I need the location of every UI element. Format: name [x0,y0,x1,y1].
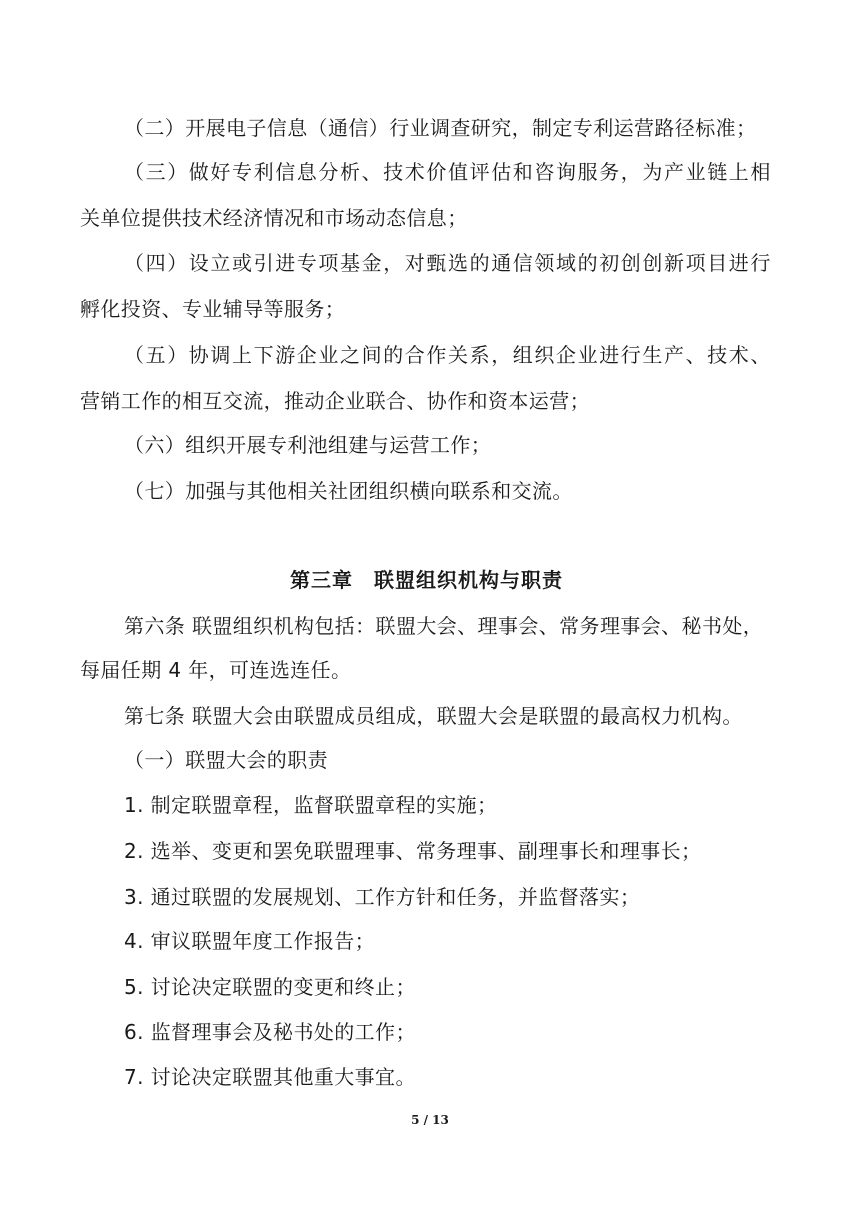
text-line: 4. 审议联盟年度工作报告； [124,929,376,953]
text-line: 营销工作的相互交流，推动企业联合、协作和资本运营； [80,389,590,413]
text-line: （三）做好专利信息分析、技术价值评估和咨询服务，为产业链上相 [124,160,772,184]
chapter-title: 第三章 联盟组织机构与职责 [290,568,563,592]
text-line: 第六条 联盟组织机构包括：联盟大会、理事会、常务理事会、秘书处， [124,614,764,638]
page-number: 5 / 13 [411,1113,449,1127]
text-line: 3. 通过联盟的发展规划、工作方针和任务，并监督落实； [124,885,641,909]
text-line: 2. 选举、变更和罢免联盟理事、常务理事、副理事长和理事长； [124,839,702,863]
text-line: 孵化投资、专业辅导等服务； [80,297,346,321]
text-line: （七）加强与其他相关社团组织横向联系和交流。 [124,479,573,503]
text-line: 7. 讨论决定联盟其他重大事宜。 [124,1065,416,1089]
text-line: （五）协调上下游企业之间的合作关系，组织企业进行生产、技术、 [124,343,772,367]
text-line: 5. 讨论决定联盟的变更和终止； [124,975,416,999]
text-line: （一）联盟大会的职责 [124,748,328,772]
text-line: 关单位提供技术经济情况和市场动态信息； [80,206,468,230]
text-line: 每届任期 4 年，可连选连任。 [80,658,352,682]
text-line: 6. 监督理事会及秘书处的工作； [124,1020,416,1044]
text-line: （二）开展电子信息（通信）行业调查研究，制定专利运营路径标准； [124,116,757,140]
text-line: 第七条 联盟大会由联盟成员组成，联盟大会是联盟的最高权力机构。 [124,704,743,728]
text-line: （四）设立或引进专项基金，对甄选的通信领域的初创创新项目进行 [124,251,772,275]
text-line: （六）组织开展专利池组建与运营工作； [124,433,492,457]
text-line: 1. 制定联盟章程，监督联盟章程的实施； [124,793,498,817]
